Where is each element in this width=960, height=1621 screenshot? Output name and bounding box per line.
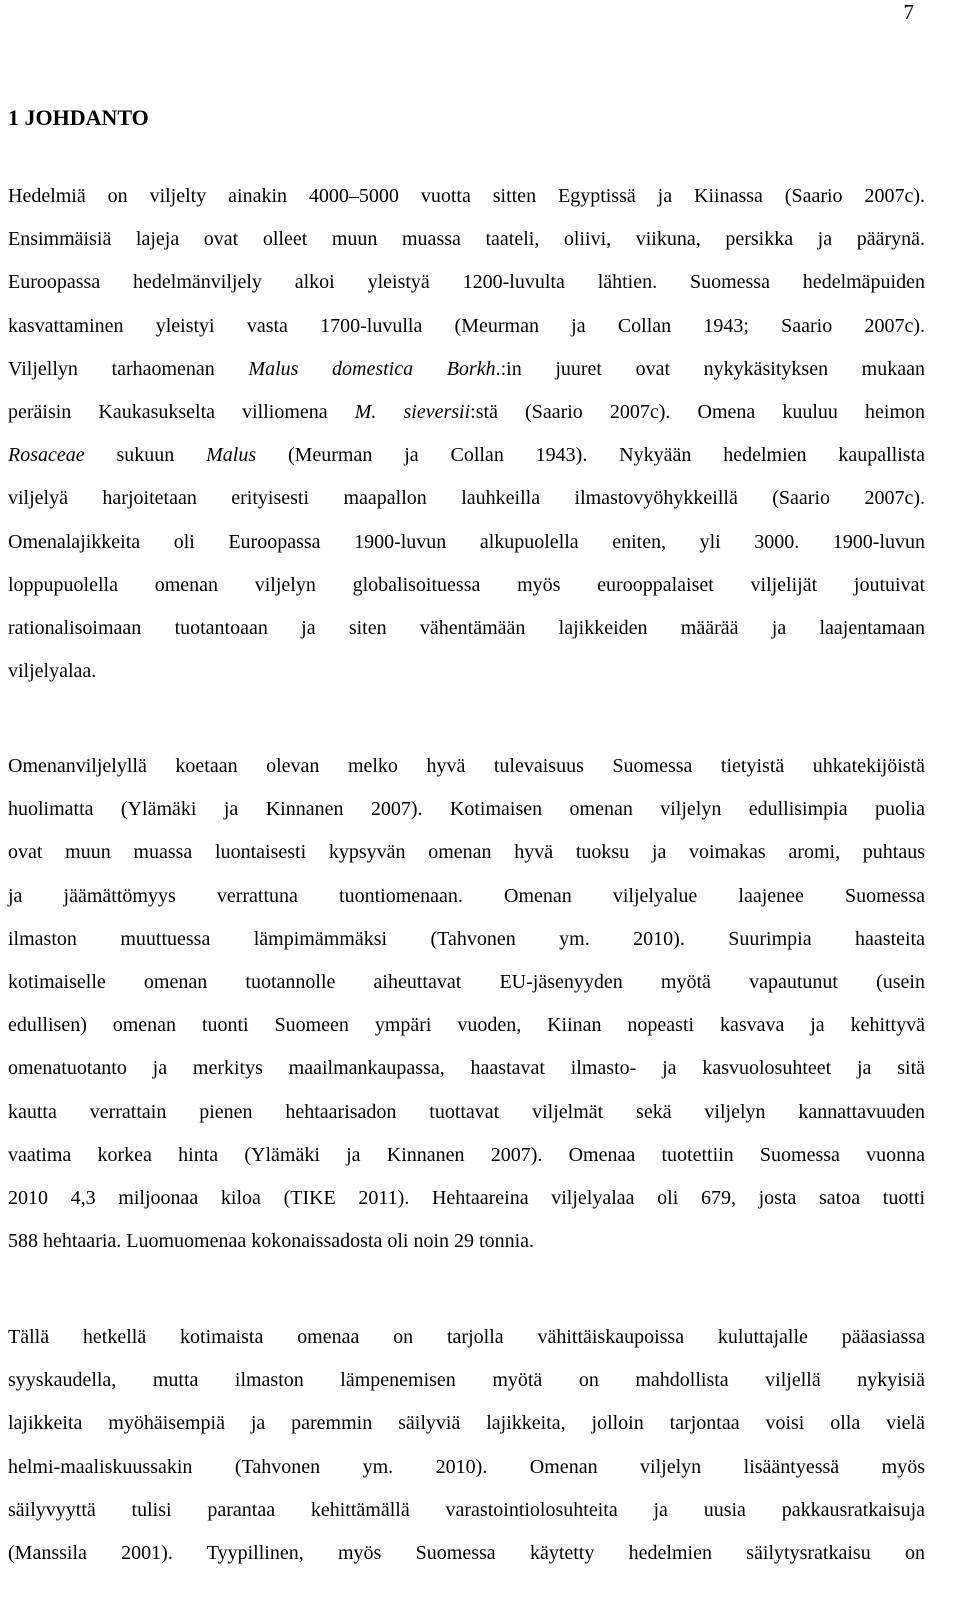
paragraph-retail [8, 1316, 925, 1575]
page-number: 7 [903, 0, 914, 24]
text-line: viljelyalaa. [8, 660, 97, 683]
section-heading: 1 JOHDANTO [8, 105, 149, 130]
text-line: helmi-maaliskuussakin (Tahvonen ym. 2010). Omenan viljelyn lisääntyessä myös [8, 1455, 925, 1478]
text-line: (Manssila 2001). Tyypillinen, myös Suomessa käytetty hedelmien säilytysratkaisu on [8, 1542, 925, 1565]
text-line: Omenalajikkeita oli Euroopassa 1900-luvun alkupuolella eniten, yli 3000. 1900-luvun [8, 530, 925, 553]
text-line: edullisen) omenan tuonti Suomeen ympäri vuoden, Kiinan nopeasti kasvava ja kehittyvä [8, 1014, 925, 1037]
text-line: 588 hehtaaria. Luomuomenaa kokonaissadosta oli noin 29 tonnia. [8, 1230, 534, 1253]
text-line: kasvattaminen yleistyi vasta 1700-luvulla (Meurman ja Collan 1943; Saario 2007c). [8, 314, 925, 337]
text-line: huolimatta (Ylämäki ja Kinnanen 2007). Kotimaisen omenan viljelyn edullisimpia puolia [8, 798, 925, 821]
text-line: lajikkeita myöhäisempiä ja paremmin säilyviä lajikkeita, jolloin tarjontaa voisi olla vielä [8, 1412, 925, 1435]
text-line: omenatuotanto ja merkitys maailmankaupassa, haastavat ilmasto- ja kasvuolosuhteet ja sitä [8, 1057, 925, 1080]
text-line: Rosaceae sukuun Malus (Meurman ja Collan 1943). Nykyään hedelmien kaupallista [8, 444, 925, 467]
text-line: Ensimmäisiä lajeja ovat olleet muun muassa taateli, oliivi, viikuna, persikka ja päärynä. [8, 228, 925, 251]
text-line: Euroopassa hedelmänviljely alkoi yleistyä 1200-luvulta lähtien. Suomessa hedelmäpuiden [8, 271, 925, 294]
text-line: syyskaudella, mutta ilmaston lämpenemisen myötä on mahdollista viljellä nykyisiä [8, 1369, 925, 1392]
text-line: Tällä hetkellä kotimaista omenaa on tarjolla vähittäiskaupoissa kuluttajalle pääasiassa [8, 1326, 925, 1348]
text-line: Hedelmiä on viljelty ainakin 4000–5000 vuotta sitten Egyptissä ja Kiinassa (Saario 2007c). [8, 185, 925, 207]
text-line: kautta verrattain pienen hehtaarisadon tuottavat viljelmät sekä viljelyn kannattavuuden [8, 1100, 925, 1123]
text-line: viljelyä harjoitetaan erityisesti maapallon lauhkeilla ilmastovyöhykkeillä (Saario 2007c). [8, 487, 925, 510]
text-line: ja jäämättömyys verrattuna tuontiomenaan. Omenan viljelyalue laajenee Suomessa [8, 884, 925, 907]
text-line: 2010 4,3 miljoonaa kiloa (TIKE 2011). Hehtaareina viljelyalaa oli 679, josta satoa tuotti [8, 1187, 925, 1210]
paragraph-history [8, 175, 925, 693]
text-line: rationalisoimaan tuotantoaan ja siten vähentämään lajikkeiden määrää ja laajentamaan [8, 617, 925, 640]
text-line: loppupuolella omenan viljelyn globalisoituessa myös eurooppalaiset viljelijät joutuivat [8, 573, 925, 596]
text-line: vaatima korkea hinta (Ylämäki ja Kinnanen 2007). Omenaa tuotettiin Suomessa vuonna [8, 1143, 925, 1166]
text-line: Viljellyn tarhaomenan Malus domestica Borkh.:in juuret ovat nykykäsityksen mukaan [8, 357, 925, 380]
text-line: ovat muun muassa luontaisesti kypsyvän omenan hyvä tuoksu ja voimakas aromi, puhtaus [8, 841, 925, 864]
text-line: Omenanviljelyllä koetaan olevan melko hyvä tulevaisuus Suomessa tietyistä uhkatekijöistä [8, 755, 925, 777]
text-line: säilyvyyttä tulisi parantaa kehittämällä varastointiolosuhteita ja uusia pakkausratkaisuja [8, 1498, 925, 1521]
text-line: peräisin Kaukasukselta villiomena M. sieversii:stä (Saario 2007c). Omena kuuluu heimon [8, 401, 925, 424]
text-line: ilmaston muuttuessa lämpimämmäksi (Tahvonen ym. 2010). Suurimpia haasteita [8, 927, 925, 950]
paragraph-outlook [8, 745, 925, 1263]
text-line: kotimaiselle omenan tuotannolle aiheuttavat EU-jäsenyyden myötä vapautunut (usein [8, 971, 925, 994]
